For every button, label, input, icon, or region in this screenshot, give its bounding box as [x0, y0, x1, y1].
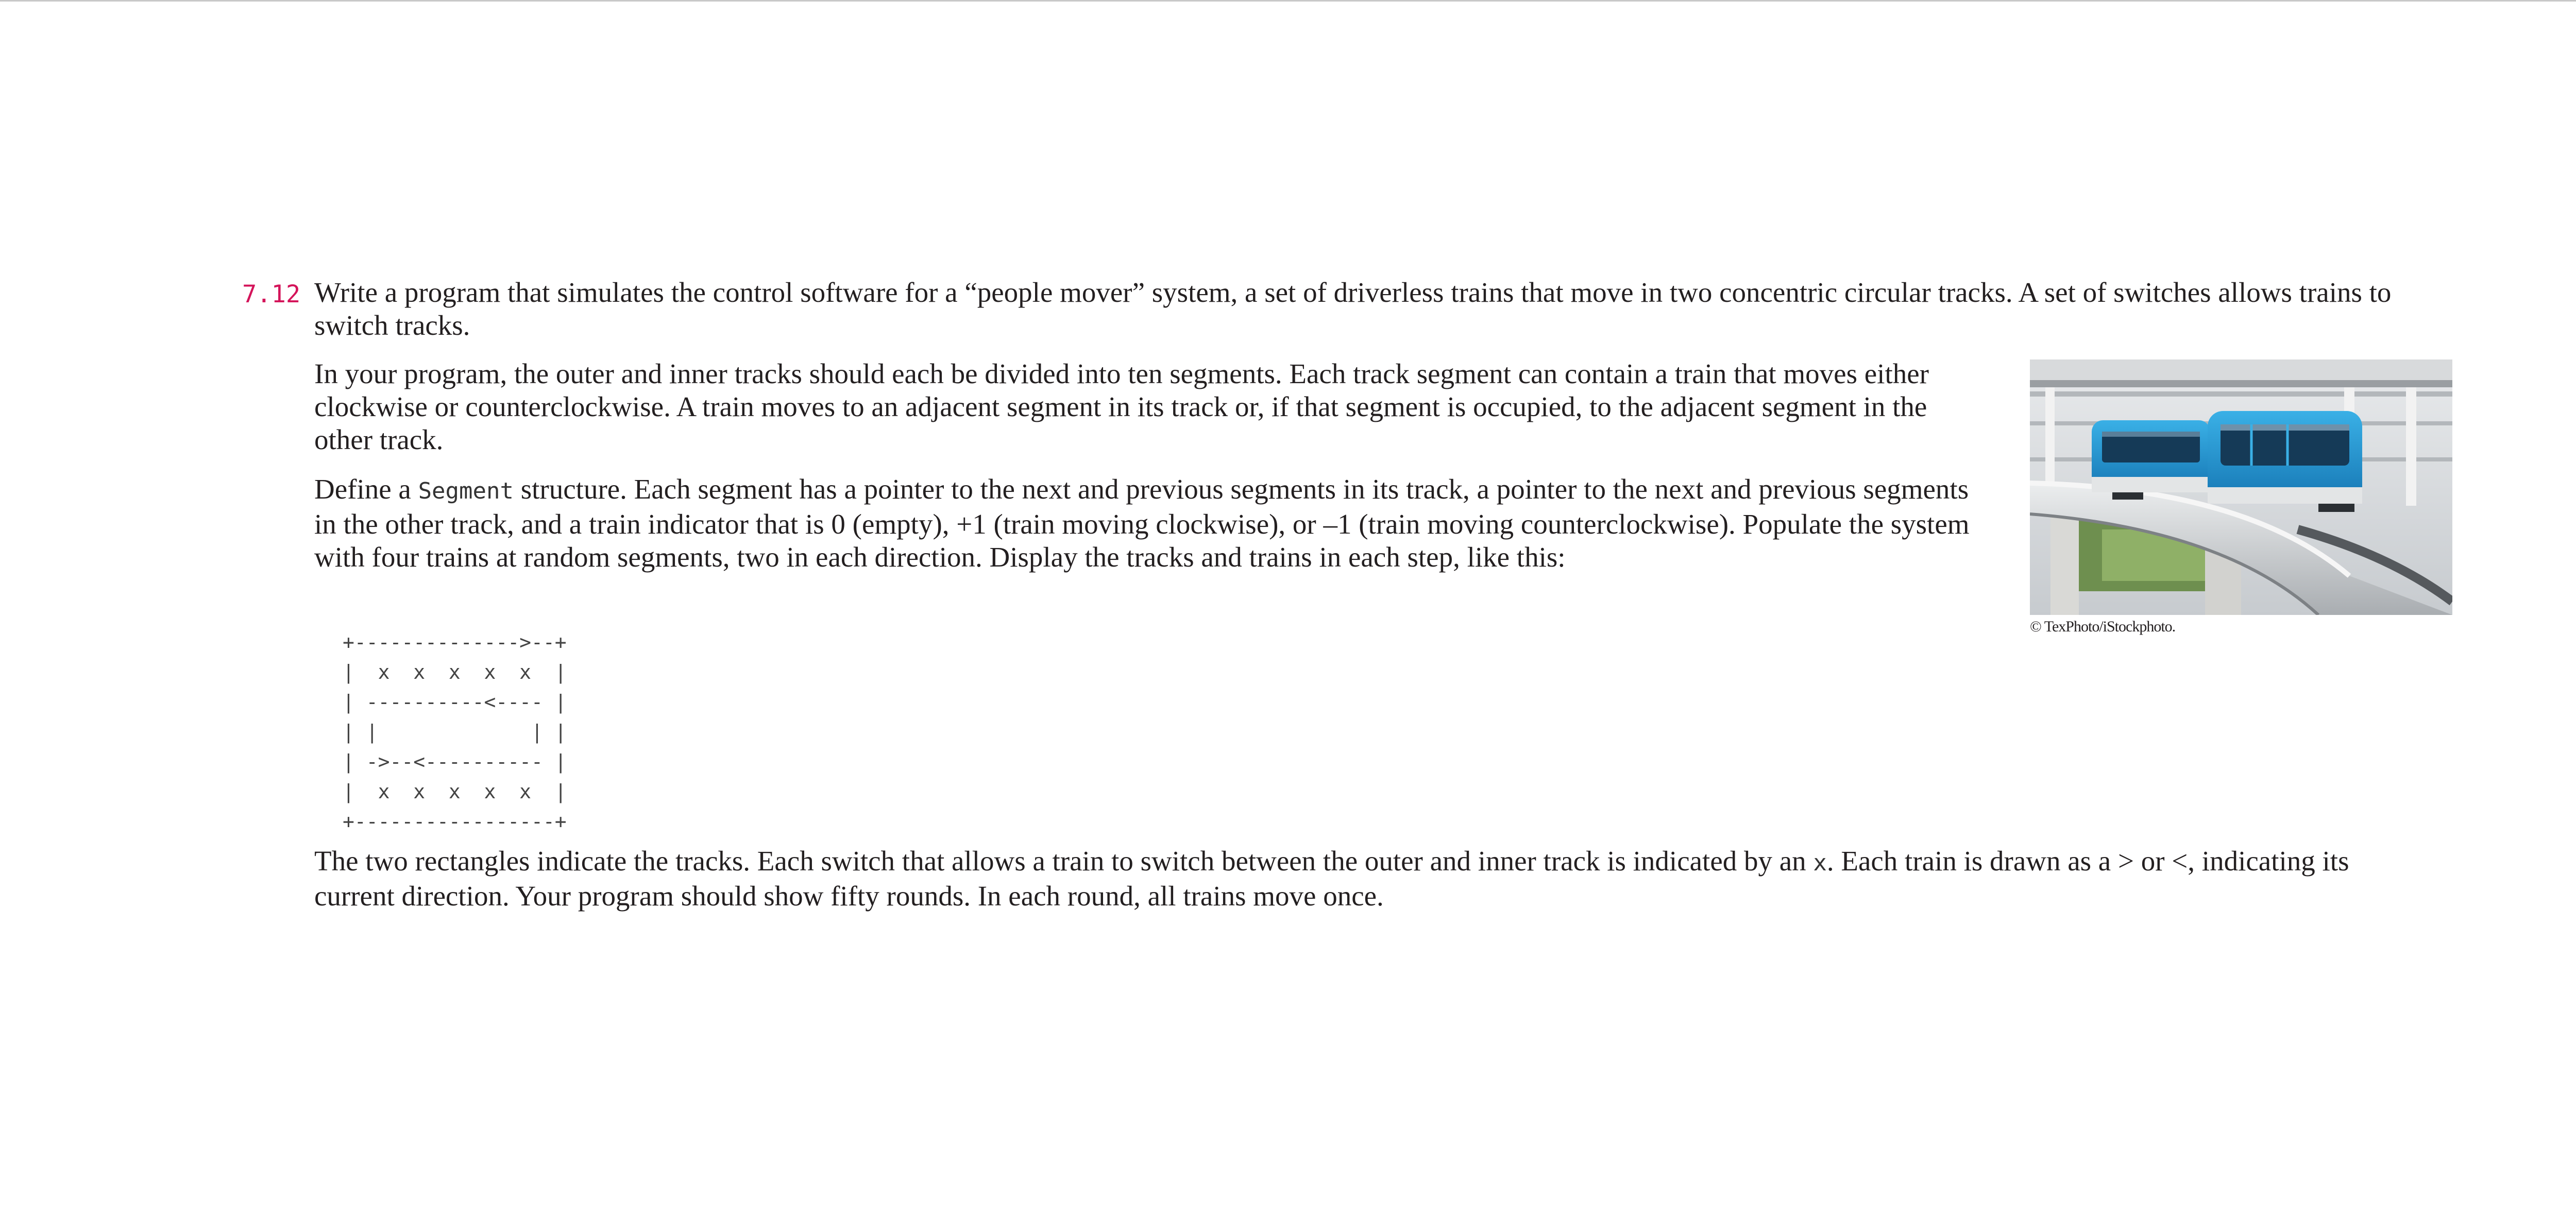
people-mover-photo	[2030, 359, 2452, 615]
track-diagram: +-------------->--+ | x x x x x | | ----------<---- | | | | | | ->--<---------- | | x x x x x | +-----------------+	[343, 631, 567, 833]
explanation-text-before: The two rectangles indicate the tracks. Each switch that allows a train to switch between the outer and inner track is indicated by an	[314, 845, 1814, 877]
exercise-intro: Write a program that simulates the control software for a “people mover” system, a set of driverless trains that move in two concentric circular tracks. A set of switches allows trains to switch tracks.	[314, 277, 2392, 341]
structure-text-before: Define a	[314, 473, 418, 505]
exercise-paragraph-structure	[314, 473, 1978, 574]
photo-credit: © TexPhoto/iStockphoto.	[2030, 618, 2176, 635]
exercise-number: 7.12	[242, 280, 301, 308]
structure-text-after: structure. Each segment has a pointer to the next and previous segments in its track, a pointer to the next and previous segments in the other track, and a train indicator that is 0 (empty), +1 (train moving clockwise), or –1 (train moving counterclockwise). Populate the system with four trains at random segments, two in each direction. Display the tracks and trains in each step, like this:	[314, 473, 1970, 573]
segment-code: Segment	[418, 478, 514, 504]
top-rule	[0, 0, 2576, 2]
explanation-text-after: . Each train is drawn as a > or <, indicating its current direction. Your program should show fifty rounds. In each round, all trains move once.	[314, 845, 2349, 912]
exercise-paragraph-explanation	[314, 845, 2427, 913]
exercise-paragraph-segments: In your program, the outer and inner tracks should each be divided into ten segments. Each track segment can contain a train that moves either clockwise or counterclockwise. A train moves to an adjacent segment in its track or, if that segment is occupied, to the adjacent segment in the other track.	[314, 358, 1929, 455]
switch-code: x	[1813, 850, 1827, 876]
